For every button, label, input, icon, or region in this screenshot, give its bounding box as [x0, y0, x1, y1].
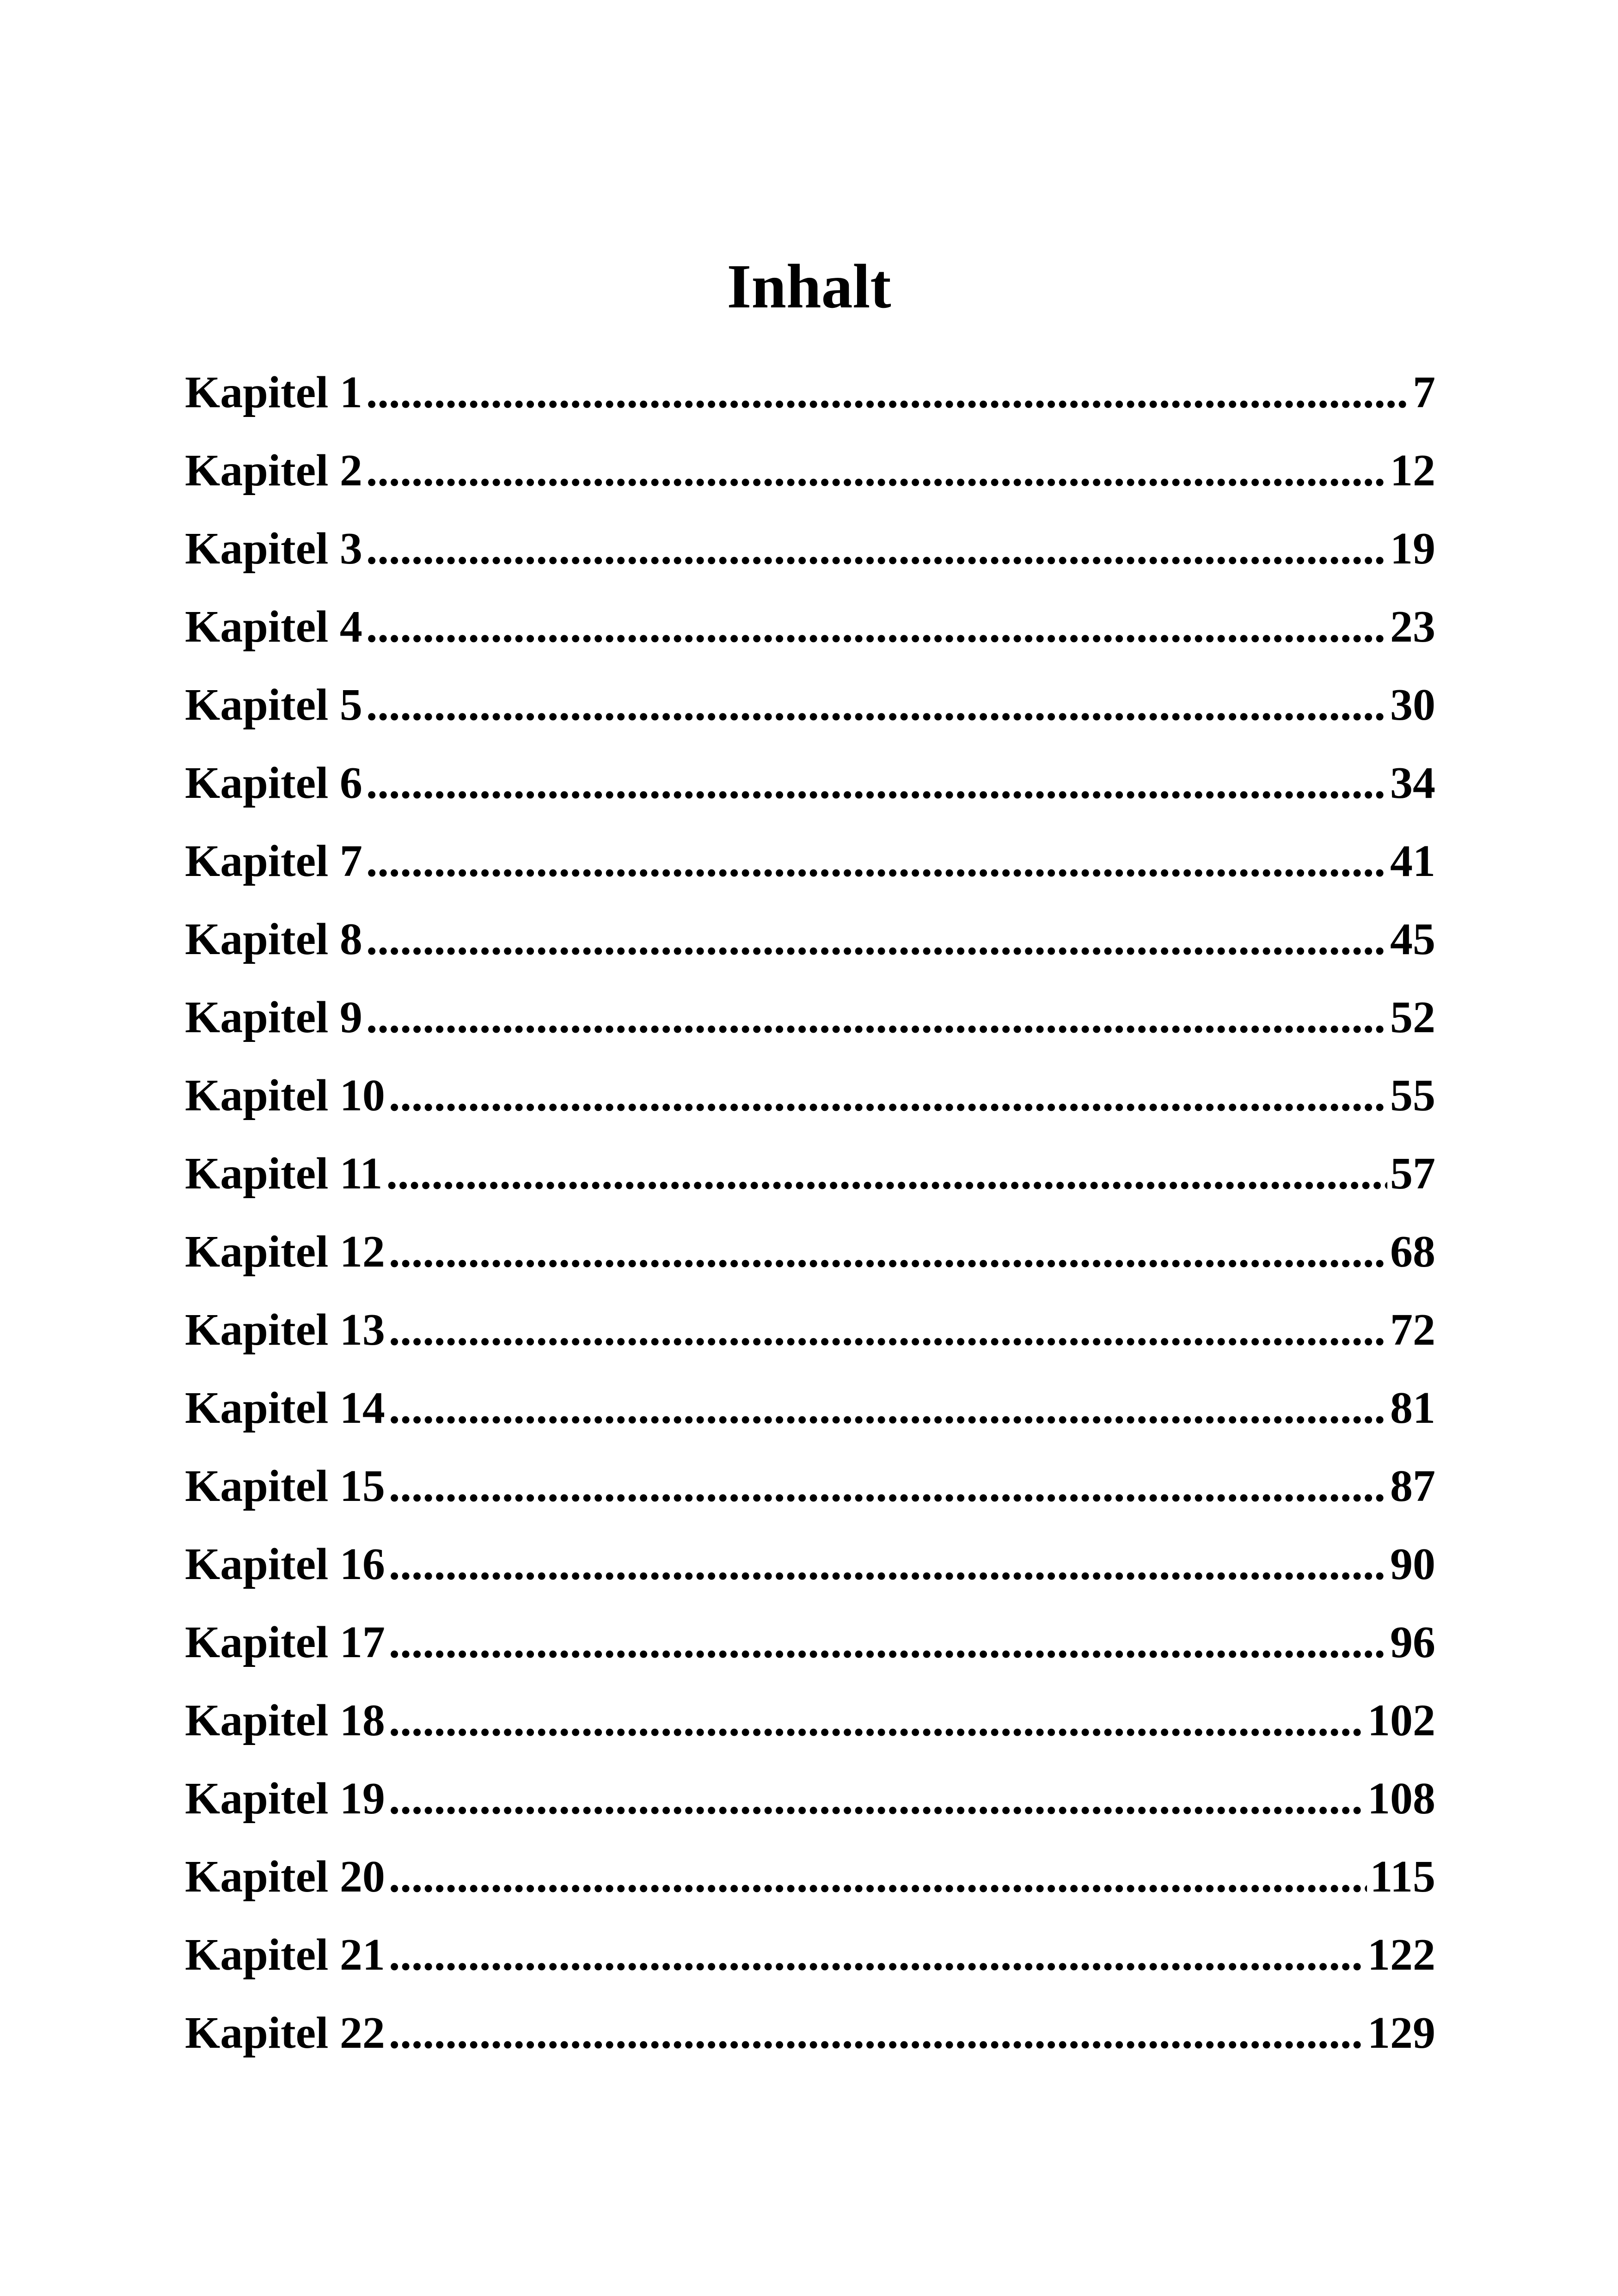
toc-entry-label: Kapitel 12 [185, 1227, 385, 1277]
toc-entry-label: Kapitel 16 [185, 1539, 385, 1589]
toc-entry[interactable] [185, 1213, 1435, 1291]
dot-leader [389, 1213, 1387, 1291]
dot-leader [389, 1760, 1365, 1838]
toc-entry[interactable] [185, 979, 1435, 1057]
toc-entry-page-number: 45 [1390, 914, 1435, 964]
toc-entry[interactable] [185, 1838, 1435, 1916]
toc-entry-label: Kapitel 19 [185, 1774, 385, 1824]
dot-leader [366, 979, 1387, 1057]
dot-leader [366, 354, 1410, 432]
toc-entry-label: Kapitel 22 [185, 2008, 385, 2058]
toc-entry-label: Kapitel 15 [185, 1461, 385, 1511]
dot-leader [389, 1057, 1387, 1135]
toc-entry[interactable] [185, 822, 1435, 900]
table-of-contents [185, 354, 1435, 2072]
toc-entry[interactable] [185, 1447, 1435, 1525]
toc-entry-label: Kapitel 17 [185, 1617, 385, 1667]
toc-entry[interactable] [185, 666, 1435, 744]
toc-entry[interactable] [185, 1682, 1435, 1760]
toc-entry-page-number: 72 [1390, 1305, 1435, 1355]
toc-entry-label: Kapitel 20 [185, 1852, 385, 1902]
toc-entry-page-number: 122 [1367, 1930, 1435, 1980]
toc-entry-page-number: 12 [1390, 446, 1435, 496]
dot-leader [389, 1916, 1365, 1994]
toc-entry-page-number: 41 [1390, 836, 1435, 886]
dot-leader [366, 900, 1387, 979]
dot-leader [366, 588, 1387, 666]
toc-entry[interactable] [185, 1994, 1435, 2072]
toc-entry[interactable] [185, 432, 1435, 510]
toc-entry-page-number: 7 [1413, 367, 1435, 417]
dot-leader [389, 1604, 1387, 1682]
toc-entry[interactable] [185, 1604, 1435, 1682]
dot-leader [389, 1369, 1387, 1447]
toc-entry-page-number: 34 [1390, 758, 1435, 808]
toc-entry-page-number: 108 [1367, 1774, 1435, 1824]
toc-entry-page-number: 57 [1390, 1149, 1435, 1199]
toc-entry[interactable] [185, 744, 1435, 822]
dot-leader [389, 1994, 1365, 2072]
page-title: Inhalt [727, 252, 891, 321]
toc-entry-page-number: 55 [1390, 1071, 1435, 1120]
dot-leader [389, 1291, 1387, 1369]
toc-entry-page-number: 90 [1390, 1539, 1435, 1589]
dot-leader [366, 822, 1387, 900]
toc-entry-label: Kapitel 5 [185, 680, 362, 730]
toc-entry-page-number: 81 [1390, 1383, 1435, 1433]
toc-entry-page-number: 102 [1367, 1696, 1435, 1745]
toc-entry-page-number: 23 [1390, 602, 1435, 652]
toc-entry-label: Kapitel 7 [185, 836, 362, 886]
toc-entry-label: Kapitel 14 [185, 1383, 385, 1433]
toc-entry-label: Kapitel 18 [185, 1696, 385, 1745]
toc-entry[interactable] [185, 1916, 1435, 1994]
toc-entry-label: Kapitel 11 [185, 1149, 383, 1199]
toc-entry[interactable] [185, 1291, 1435, 1369]
dot-leader [389, 1838, 1367, 1916]
dot-leader [366, 666, 1387, 744]
dot-leader [366, 510, 1387, 588]
toc-entry-label: Kapitel 21 [185, 1930, 385, 1980]
toc-entry[interactable] [185, 1525, 1435, 1604]
toc-entry-label: Kapitel 8 [185, 914, 362, 964]
toc-entry-page-number: 129 [1367, 2008, 1435, 2058]
toc-entry-label: Kapitel 3 [185, 524, 362, 574]
dot-leader [389, 1682, 1365, 1760]
toc-entry[interactable] [185, 900, 1435, 979]
toc-entry[interactable] [185, 588, 1435, 666]
toc-entry-label: Kapitel 13 [185, 1305, 385, 1355]
toc-entry-page-number: 30 [1390, 680, 1435, 730]
toc-entry[interactable] [185, 1135, 1435, 1213]
toc-entry[interactable] [185, 1057, 1435, 1135]
toc-entry-page-number: 87 [1390, 1461, 1435, 1511]
toc-entry[interactable] [185, 510, 1435, 588]
toc-entry[interactable] [185, 354, 1435, 432]
dot-leader [389, 1447, 1387, 1525]
toc-entry-page-number: 96 [1390, 1617, 1435, 1667]
toc-entry-label: Kapitel 4 [185, 602, 362, 652]
toc-entry-label: Kapitel 9 [185, 992, 362, 1042]
toc-entry-page-number: 19 [1390, 524, 1435, 574]
toc-entry-page-number: 115 [1370, 1852, 1435, 1902]
toc-entry-label: Kapitel 10 [185, 1071, 385, 1120]
dot-leader [366, 432, 1387, 510]
toc-entry-page-number: 52 [1390, 992, 1435, 1042]
toc-entry[interactable] [185, 1369, 1435, 1447]
toc-entry-label: Kapitel 1 [185, 367, 362, 417]
dot-leader [386, 1135, 1387, 1213]
dot-leader [389, 1525, 1387, 1604]
toc-entry[interactable] [185, 1760, 1435, 1838]
toc-entry-label: Kapitel 6 [185, 758, 362, 808]
dot-leader [366, 744, 1387, 822]
toc-entry-page-number: 68 [1390, 1227, 1435, 1277]
toc-entry-label: Kapitel 2 [185, 446, 362, 496]
